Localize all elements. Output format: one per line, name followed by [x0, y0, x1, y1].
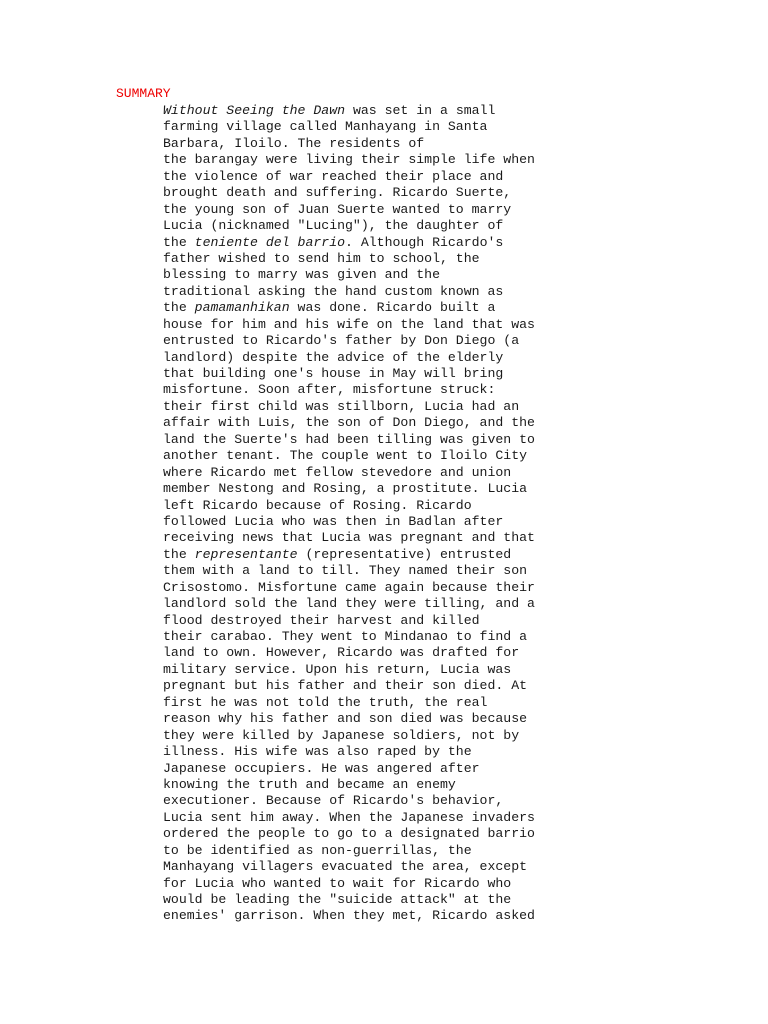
text-line: [163, 267, 643, 283]
text-segment: landlord sold the land they were tilling, and a: [163, 596, 535, 612]
text-line: [163, 251, 643, 267]
summary-heading: SUMMARY: [116, 86, 171, 101]
text-line: [163, 169, 643, 185]
text-line: [163, 432, 643, 448]
text-segment: Lucia (nicknamed "Lucing"), the daughter of: [163, 218, 504, 234]
text-segment: the young son of Juan Suerte wanted to marry: [163, 201, 512, 217]
text-segment: land to own. However, Ricardo was drafted for: [163, 645, 520, 661]
text-segment: farming village called Manhayang in Santa: [163, 119, 488, 135]
text-segment: was done. Ricardo built a: [289, 300, 496, 316]
text-segment: . Although Ricardo's: [345, 234, 504, 250]
text-segment: affair with Luis, the son of Don Diego, and the: [163, 415, 535, 431]
italic-term: pamamanhikan: [194, 300, 290, 316]
text-segment: for Lucia who wanted to wait for Ricardo who: [163, 875, 512, 891]
text-segment: the: [163, 234, 195, 250]
text-line: [163, 202, 643, 218]
text-line: [163, 711, 643, 727]
text-segment: would be leading the "suicide attack" at the: [163, 892, 512, 907]
text-segment: enemies' garrison. When they met, Ricardo asked: [163, 908, 535, 924]
text-line: [163, 662, 643, 678]
text-line: [163, 530, 643, 546]
text-segment: the: [163, 546, 195, 562]
text-line: [163, 744, 643, 760]
text-line: [163, 415, 643, 431]
text-line: [163, 317, 643, 333]
text-line: [163, 580, 643, 596]
text-line: [163, 481, 643, 497]
text-segment: blessing to marry was given and the: [163, 267, 440, 283]
text-line: [163, 826, 643, 842]
text-line: [163, 761, 643, 777]
text-segment: brought death and suffering. Ricardo Suerte,: [163, 185, 512, 201]
text-line: [163, 218, 643, 234]
text-segment: illness. His wife was also raped by the: [163, 744, 472, 760]
text-segment: where Ricardo met fellow stevedore and union: [163, 464, 512, 480]
text-line: [163, 498, 643, 514]
text-line: [163, 514, 643, 530]
text-line: [163, 645, 643, 661]
italic-term: Without Seeing the Dawn: [163, 103, 346, 118]
text-segment: the: [163, 300, 195, 316]
text-line: [163, 300, 643, 316]
text-segment: the violence of war reached their place and: [163, 168, 504, 184]
text-segment: Crisostomo. Misfortune came again because their: [163, 579, 535, 595]
text-line: [163, 448, 643, 464]
text-segment: reason why his father and son died was because: [163, 711, 528, 727]
text-line: [163, 547, 643, 563]
text-line: [163, 350, 643, 366]
text-segment: member Nestong and Rosing, a prostitute. Lucia: [163, 481, 528, 497]
text-line: [163, 908, 643, 924]
text-segment: knowing the truth and became an enemy: [163, 776, 456, 792]
text-line: [163, 399, 643, 415]
text-line: [163, 333, 643, 349]
text-segment: first he was not told the truth, the real: [163, 694, 488, 710]
text-segment: the barangay were living their simple life when: [163, 152, 535, 168]
italic-term: teniente del barrio: [194, 234, 346, 250]
text-segment: Barbara, Iloilo. The residents of: [163, 135, 425, 151]
text-line: [163, 613, 643, 629]
text-line: [163, 284, 643, 300]
text-segment: another tenant. The couple went to Iloilo City: [163, 448, 528, 464]
text-segment: Lucia sent him away. When the Japanese invaders: [163, 809, 535, 825]
text-segment: traditional asking the hand custom known as: [163, 283, 504, 299]
text-segment: (representative) entrusted: [297, 546, 512, 562]
text-segment: pregnant but his father and their son died. At: [163, 678, 528, 694]
text-line: [163, 859, 643, 875]
text-segment: that building one's house in May will bring: [163, 366, 504, 381]
text-line: [163, 678, 643, 694]
text-line: [163, 119, 643, 135]
text-line: [163, 366, 643, 382]
text-line: [163, 629, 643, 645]
text-segment: them with a land to till. They named their son: [163, 563, 528, 579]
text-segment: land the Suerte's had been tilling was given to: [163, 431, 535, 447]
text-segment: their carabao. They went to Mindanao to find a: [163, 629, 528, 644]
text-segment: father wished to send him to school, the: [163, 250, 480, 266]
text-line: [163, 596, 643, 612]
text-segment: left Ricardo because of Rosing. Ricardo: [163, 497, 472, 513]
text-line: [163, 892, 643, 908]
text-line: [163, 103, 643, 119]
text-segment: to be identified as non-guerrillas, the: [163, 842, 472, 858]
text-line: [163, 235, 643, 251]
text-line: [163, 382, 643, 398]
text-segment: followed Lucia who was then in Badlan after: [163, 513, 504, 529]
text-segment: ordered the people to go to a designated barrio: [163, 826, 535, 842]
text-segment: executioner. Because of Ricardo's behavior,: [163, 793, 504, 809]
text-line: [163, 465, 643, 481]
text-line: [163, 728, 643, 744]
text-segment: their first child was stillborn, Lucia had an: [163, 398, 520, 414]
italic-term: representante: [194, 546, 298, 562]
text-line: [163, 185, 643, 201]
text-line: [163, 793, 643, 809]
text-segment: entrusted to Ricardo's father by Don Diego (a: [163, 333, 520, 349]
text-segment: Manhayang villagers evacuated the area, except: [163, 859, 528, 875]
summary-body: [163, 103, 643, 925]
text-line: [163, 563, 643, 579]
text-segment: military service. Upon his return, Lucia was: [163, 661, 512, 677]
text-segment: misfortune. Soon after, misfortune struck:: [163, 382, 496, 398]
text-segment: landlord) despite the advice of the elderly: [163, 349, 504, 365]
text-line: [163, 136, 643, 152]
text-line: [163, 810, 643, 826]
text-segment: Japanese occupiers. He was angered after: [163, 760, 480, 776]
text-segment: they were killed by Japanese soldiers, not by: [163, 727, 520, 743]
text-segment: house for him and his wife on the land that was: [163, 316, 535, 332]
text-segment: was set in a small: [345, 103, 496, 118]
text-line: [163, 876, 643, 892]
text-line: [163, 777, 643, 793]
text-line: [163, 152, 643, 168]
text-line: [163, 843, 643, 859]
text-segment: flood destroyed their harvest and killed: [163, 612, 480, 628]
text-line: [163, 695, 643, 711]
text-segment: receiving news that Lucia was pregnant and that: [163, 530, 535, 546]
